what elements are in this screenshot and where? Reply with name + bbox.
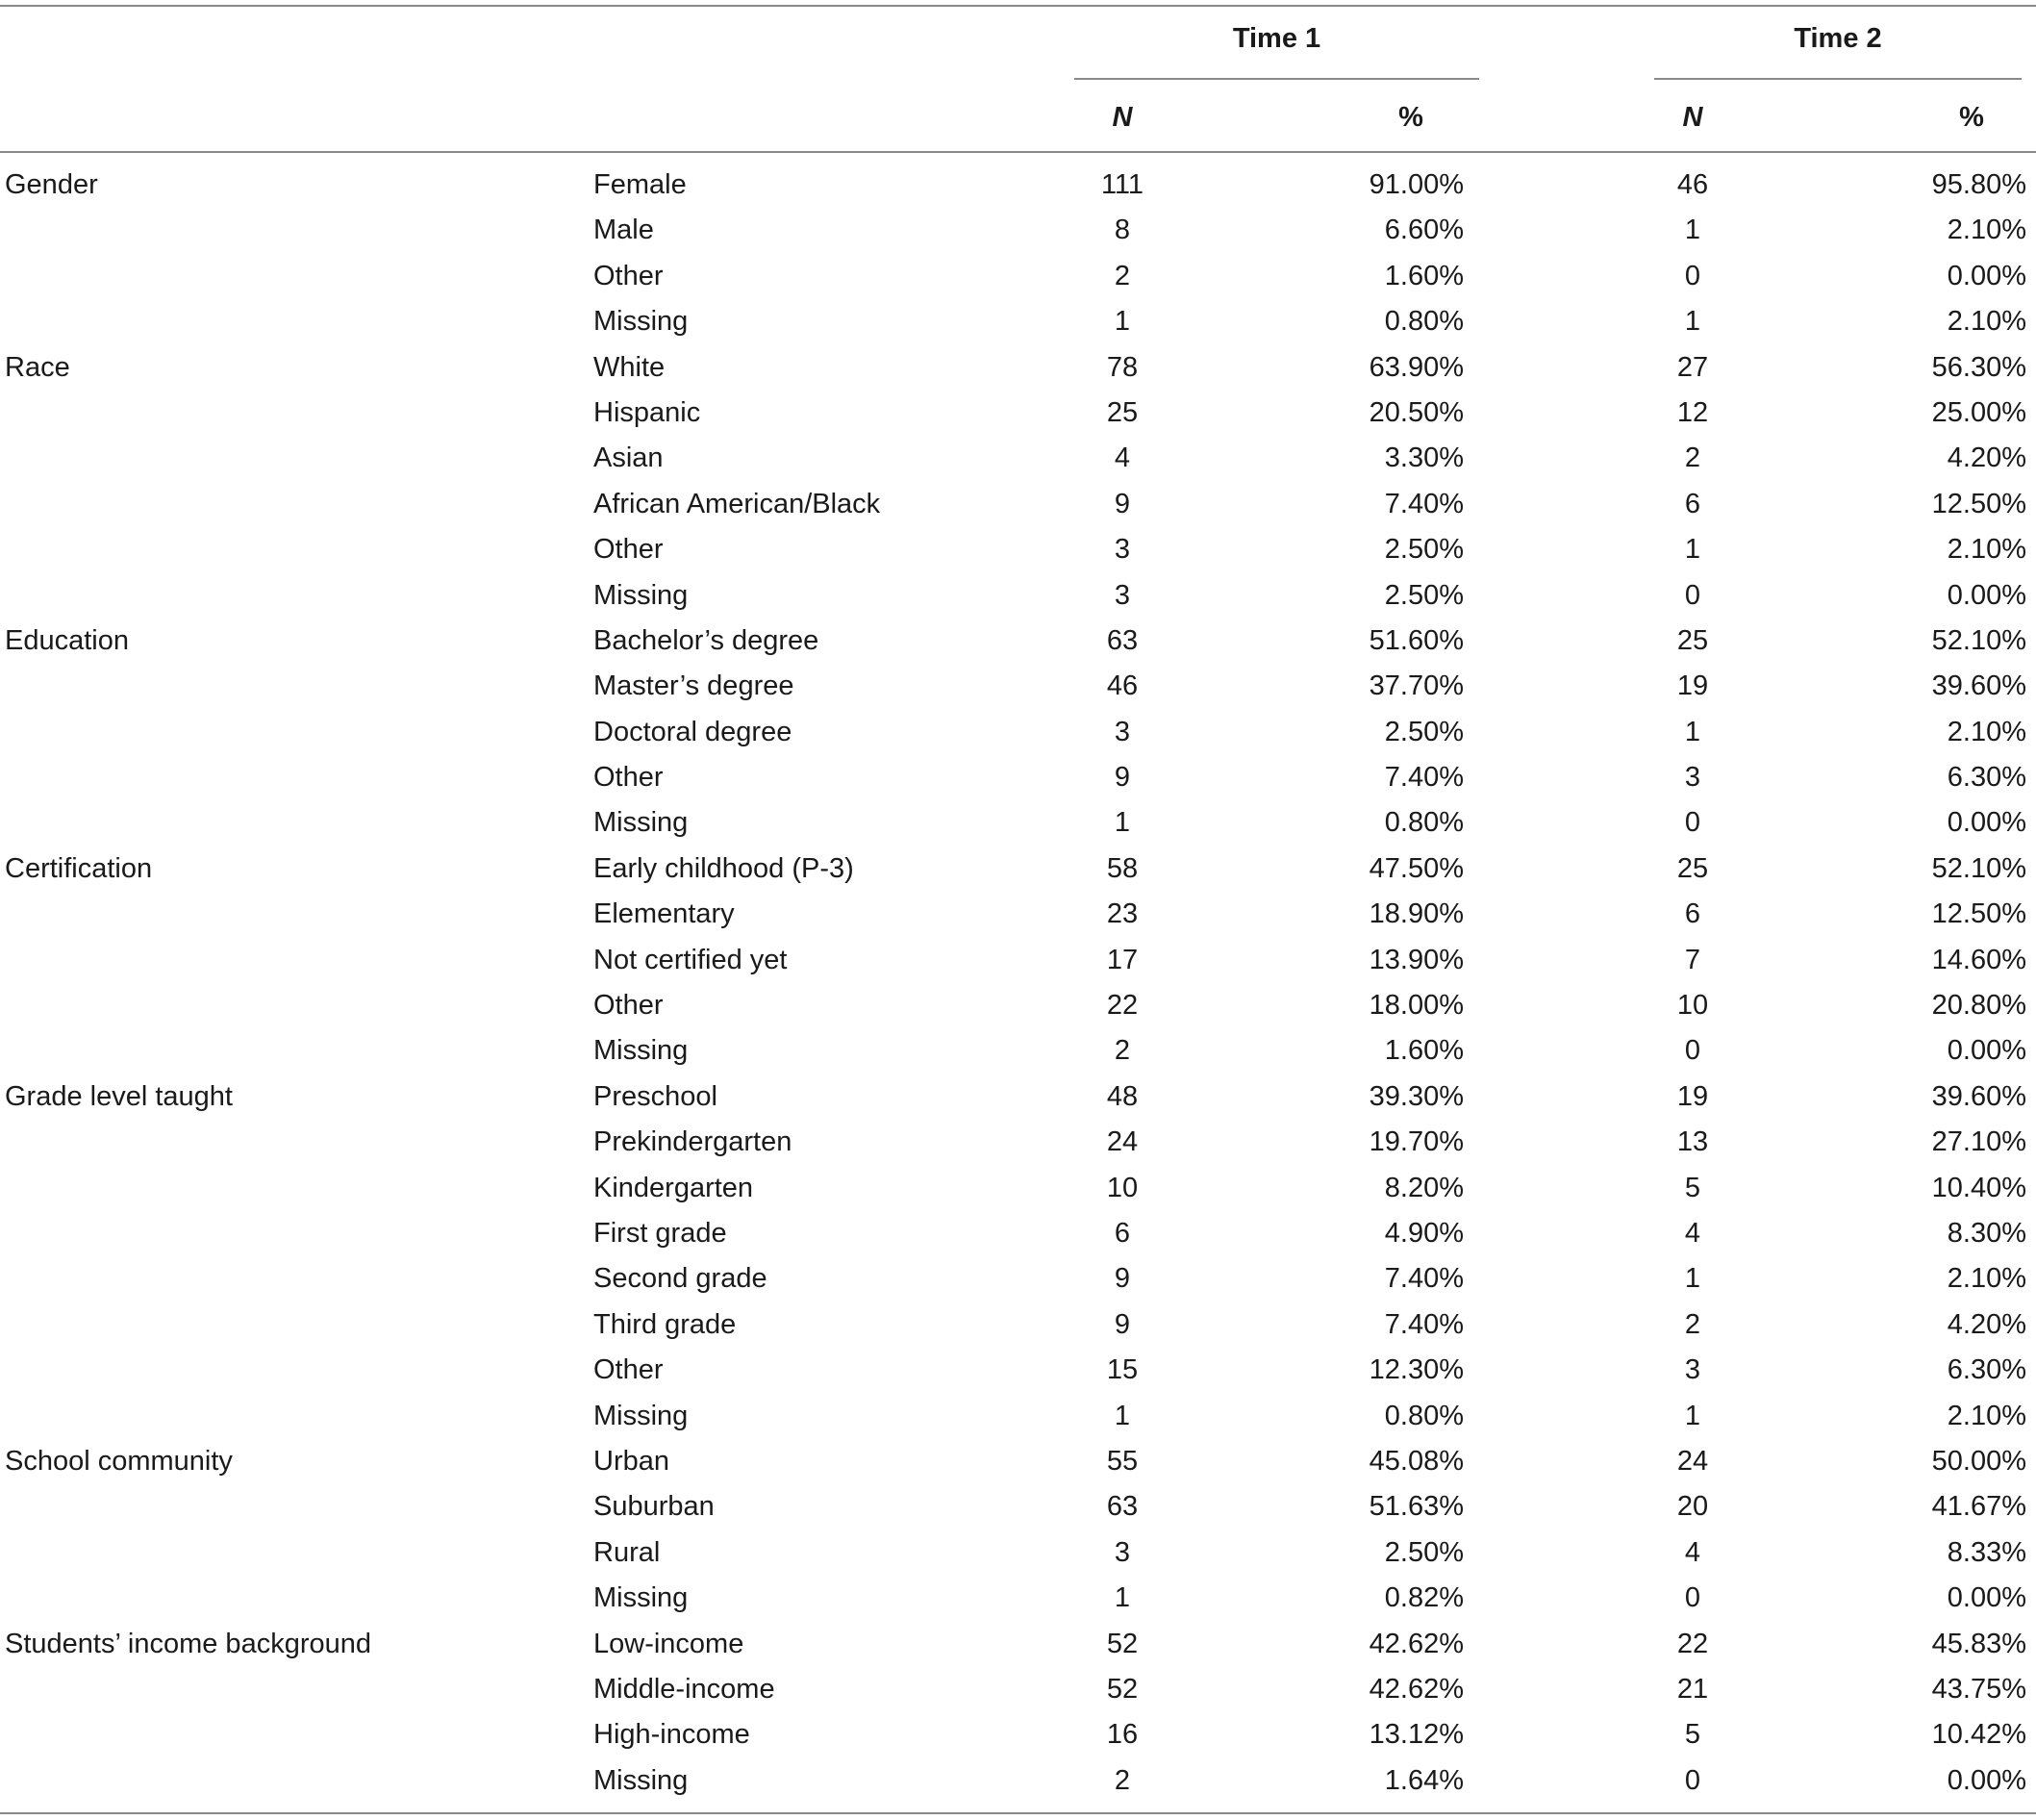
table-row — [0, 1533, 2036, 1579]
time1-percent-cell: 12.30% — [1369, 1354, 1464, 1386]
time1-percent-cell: 7.40% — [1384, 762, 1464, 794]
subcategory-cell: Elementary — [593, 898, 735, 930]
subcategory-cell: Hispanic — [593, 396, 701, 428]
time2-n-cell: 2 — [1684, 1308, 1701, 1340]
table-row — [0, 1305, 2036, 1351]
table-row — [0, 621, 2036, 667]
table-row — [0, 895, 2036, 940]
time2-percent-cell: 0.00% — [1947, 1582, 2026, 1614]
table-body — [0, 165, 2036, 1807]
table-row — [0, 1397, 2036, 1442]
time2-percent-cell: 0.00% — [1947, 1764, 2026, 1796]
time1-n-cell: 3 — [1114, 579, 1131, 611]
table-row — [0, 165, 2036, 211]
table-row — [0, 302, 2036, 347]
time1-percent-cell: 13.90% — [1369, 944, 1464, 975]
time1-percent-cell: 45.08% — [1369, 1445, 1464, 1477]
time1-n-cell: 1 — [1114, 1582, 1131, 1614]
subcategory-cell: Other — [593, 762, 664, 794]
time2-percent-cell: 6.30% — [1947, 762, 2026, 794]
subcategory-cell: African American/Black — [593, 488, 881, 519]
table-row — [0, 1123, 2036, 1168]
time2-n-cell: 25 — [1676, 624, 1709, 656]
subcategory-cell: Bachelor’s degree — [593, 624, 819, 656]
category-cell: Education — [5, 624, 129, 656]
time1-percent-cell: 0.80% — [1384, 807, 1464, 839]
time1-n-cell: 17 — [1106, 944, 1139, 975]
time2-percent-cell: 10.42% — [1931, 1719, 2026, 1751]
time2-percent-cell: 20.80% — [1931, 990, 2026, 1022]
table-row — [0, 1077, 2036, 1123]
time1-n-cell: 52 — [1106, 1628, 1139, 1659]
time2-percent-cell: 43.75% — [1931, 1673, 2026, 1705]
header-pct-time2: % — [1959, 102, 1984, 133]
subcategory-cell: Other — [593, 990, 664, 1022]
time1-percent-cell: 2.50% — [1384, 579, 1464, 611]
time1-n-cell: 9 — [1114, 762, 1131, 794]
time2-percent-cell: 8.33% — [1947, 1536, 2026, 1568]
time2-percent-cell: 50.00% — [1931, 1445, 2026, 1477]
table-row — [0, 1351, 2036, 1396]
time1-n-cell: 9 — [1114, 1263, 1131, 1295]
time2-n-cell: 0 — [1684, 260, 1701, 291]
time1-n-cell: 9 — [1114, 488, 1131, 519]
time2-n-cell: 3 — [1684, 762, 1701, 794]
time2-percent-cell: 2.10% — [1947, 215, 2026, 246]
time2-percent-cell: 4.20% — [1947, 442, 2026, 474]
time2-n-cell: 25 — [1676, 852, 1709, 884]
subcategory-cell: Missing — [593, 579, 689, 611]
time2-n-cell: 0 — [1684, 1764, 1701, 1796]
time1-n-cell: 48 — [1106, 1080, 1139, 1112]
table-row — [0, 986, 2036, 1031]
time2-n-cell: 22 — [1676, 1628, 1709, 1659]
category-cell: Gender — [5, 169, 98, 200]
subcategory-cell: Other — [593, 1354, 664, 1386]
time2-percent-cell: 0.00% — [1947, 1035, 2026, 1067]
time2-n-cell: 6 — [1684, 898, 1701, 930]
time2-n-cell: 21 — [1676, 1673, 1709, 1705]
subcategory-cell: Asian — [593, 442, 664, 474]
time2-percent-cell: 52.10% — [1931, 852, 2026, 884]
time2-percent-cell: 25.00% — [1931, 396, 2026, 428]
time2-n-cell: 0 — [1684, 807, 1701, 839]
category-cell: Students’ income background — [5, 1628, 371, 1659]
table-row — [0, 1670, 2036, 1715]
time1-percent-cell: 0.80% — [1384, 1400, 1464, 1431]
time1-span-rule — [1074, 78, 1479, 80]
time2-percent-cell: 2.10% — [1947, 1400, 2026, 1431]
time1-n-cell: 24 — [1106, 1126, 1139, 1158]
time2-n-cell: 7 — [1684, 944, 1701, 975]
time1-percent-cell: 39.30% — [1369, 1080, 1464, 1112]
time1-n-cell: 1 — [1114, 1400, 1131, 1431]
time1-n-cell: 3 — [1114, 1536, 1131, 1568]
time1-n-cell: 15 — [1106, 1354, 1139, 1386]
subcategory-cell: Female — [593, 169, 687, 200]
time2-percent-cell: 52.10% — [1931, 624, 2026, 656]
subcategory-cell: Male — [593, 215, 654, 246]
time2-n-cell: 1 — [1684, 534, 1701, 566]
subcategory-cell: Middle-income — [593, 1673, 775, 1705]
time2-n-cell: 27 — [1676, 351, 1709, 383]
time1-n-cell: 10 — [1106, 1172, 1139, 1203]
time2-n-cell: 5 — [1684, 1719, 1701, 1751]
time2-n-cell: 20 — [1676, 1491, 1709, 1523]
time2-percent-cell: 45.83% — [1931, 1628, 2026, 1659]
header-bottom-rule — [0, 151, 2036, 153]
time1-percent-cell: 37.70% — [1369, 670, 1464, 702]
table-row — [0, 576, 2036, 621]
time1-n-cell: 4 — [1114, 442, 1131, 474]
subcategory-cell: Suburban — [593, 1491, 715, 1523]
time2-n-cell: 19 — [1676, 670, 1709, 702]
time1-percent-cell: 8.20% — [1384, 1172, 1464, 1203]
time1-n-cell: 8 — [1114, 215, 1131, 246]
time1-n-cell: 52 — [1106, 1673, 1139, 1705]
subcategory-cell: Missing — [593, 306, 689, 338]
time2-n-cell: 2 — [1684, 442, 1701, 474]
table-row — [0, 713, 2036, 758]
subcategory-cell: Rural — [593, 1536, 661, 1568]
time2-n-cell: 1 — [1684, 716, 1701, 747]
time2-n-cell: 12 — [1676, 396, 1709, 428]
time2-n-cell: 0 — [1684, 1035, 1701, 1067]
time1-n-cell: 1 — [1114, 807, 1131, 839]
time1-n-cell: 6 — [1114, 1217, 1131, 1249]
table-row — [0, 1487, 2036, 1532]
time2-n-cell: 1 — [1684, 1400, 1701, 1431]
time2-percent-cell: 2.10% — [1947, 1263, 2026, 1295]
subcategory-cell: Missing — [593, 1400, 689, 1431]
table-row — [0, 348, 2036, 393]
time2-n-cell: 4 — [1684, 1217, 1701, 1249]
time2-percent-cell: 56.30% — [1931, 351, 2026, 383]
header-n-time2: N — [1682, 102, 1703, 133]
table-row — [0, 393, 2036, 439]
table-row — [0, 1761, 2036, 1807]
time1-n-cell: 3 — [1114, 716, 1131, 747]
subcategory-cell: Not certified yet — [593, 944, 788, 975]
time2-n-cell: 13 — [1676, 1126, 1709, 1158]
time2-percent-cell: 2.10% — [1947, 306, 2026, 338]
category-cell: School community — [5, 1445, 233, 1477]
subcategory-cell: Low-income — [593, 1628, 744, 1659]
table-row — [0, 803, 2036, 848]
time1-percent-cell: 18.00% — [1369, 990, 1464, 1022]
time2-percent-cell: 2.10% — [1947, 716, 2026, 747]
time1-n-cell: 2 — [1114, 260, 1131, 291]
time2-percent-cell: 95.80% — [1931, 169, 2026, 200]
time1-percent-cell: 1.60% — [1384, 260, 1464, 291]
subcategory-cell: Kindergarten — [593, 1172, 754, 1203]
header-time2: Time 2 — [1794, 23, 1882, 54]
table-row — [0, 1715, 2036, 1760]
time2-n-cell: 3 — [1684, 1354, 1701, 1386]
time2-n-cell: 46 — [1676, 169, 1709, 200]
time2-percent-cell: 4.20% — [1947, 1308, 2026, 1340]
time1-n-cell: 58 — [1106, 852, 1139, 884]
category-cell: Race — [5, 351, 70, 383]
time1-n-cell: 111 — [1100, 169, 1144, 200]
time1-percent-cell: 18.90% — [1369, 898, 1464, 930]
subcategory-cell: Missing — [593, 1764, 689, 1796]
category-cell: Grade level taught — [5, 1080, 233, 1112]
table-row — [0, 485, 2036, 530]
time1-percent-cell: 7.40% — [1384, 488, 1464, 519]
header-pct-time1: % — [1398, 102, 1423, 133]
time2-percent-cell: 0.00% — [1947, 579, 2026, 611]
time1-n-cell: 78 — [1106, 351, 1139, 383]
time2-n-cell: 0 — [1684, 579, 1701, 611]
subcategory-cell: Missing — [593, 807, 689, 839]
time1-n-cell: 2 — [1114, 1764, 1131, 1796]
time1-n-cell: 9 — [1114, 1308, 1131, 1340]
time1-percent-cell: 13.12% — [1369, 1719, 1464, 1751]
table-row — [0, 1169, 2036, 1214]
time1-n-cell: 63 — [1106, 624, 1139, 656]
time2-percent-cell: 41.67% — [1931, 1491, 2026, 1523]
time1-percent-cell: 6.60% — [1384, 215, 1464, 246]
subcategory-cell: Doctoral degree — [593, 716, 792, 747]
time1-n-cell: 23 — [1106, 898, 1139, 930]
time2-n-cell: 10 — [1676, 990, 1709, 1022]
subcategory-cell: Missing — [593, 1582, 689, 1614]
time2-percent-cell: 10.40% — [1931, 1172, 2026, 1203]
table-bottom-rule — [0, 1812, 2036, 1814]
time2-n-cell: 19 — [1676, 1080, 1709, 1112]
time2-percent-cell: 14.60% — [1931, 944, 2026, 975]
table-row — [0, 211, 2036, 256]
time1-n-cell: 63 — [1106, 1491, 1139, 1523]
time2-percent-cell: 27.10% — [1931, 1126, 2026, 1158]
time2-percent-cell: 0.00% — [1947, 807, 2026, 839]
table-row — [0, 439, 2036, 484]
time1-percent-cell: 42.62% — [1369, 1673, 1464, 1705]
subcategory-cell: Prekindergarten — [593, 1126, 792, 1158]
time1-percent-cell: 51.60% — [1369, 624, 1464, 656]
subcategory-cell: Third grade — [593, 1308, 737, 1340]
time1-percent-cell: 1.60% — [1384, 1035, 1464, 1067]
table-row — [0, 1031, 2036, 1076]
time2-percent-cell: 0.00% — [1947, 260, 2026, 291]
table-row — [0, 1625, 2036, 1670]
time1-percent-cell: 51.63% — [1369, 1491, 1464, 1523]
time2-percent-cell: 12.50% — [1931, 488, 2026, 519]
time1-percent-cell: 2.50% — [1384, 716, 1464, 747]
table-row — [0, 1579, 2036, 1624]
time2-percent-cell: 12.50% — [1931, 898, 2026, 930]
time1-percent-cell: 91.00% — [1369, 169, 1464, 200]
time1-n-cell: 55 — [1106, 1445, 1139, 1477]
time2-n-cell: 1 — [1684, 1263, 1701, 1295]
table-row — [0, 257, 2036, 302]
time2-percent-cell: 6.30% — [1947, 1354, 2026, 1386]
subcategory-cell: Other — [593, 534, 664, 566]
subcategory-cell: Urban — [593, 1445, 669, 1477]
time1-percent-cell: 3.30% — [1384, 442, 1464, 474]
time1-percent-cell: 1.64% — [1384, 1764, 1464, 1796]
time2-n-cell: 0 — [1684, 1582, 1701, 1614]
header-n-time1: N — [1112, 102, 1133, 133]
time2-n-cell: 24 — [1676, 1445, 1709, 1477]
time1-percent-cell: 47.50% — [1369, 852, 1464, 884]
time1-n-cell: 25 — [1106, 396, 1139, 428]
time2-n-cell: 1 — [1684, 215, 1701, 246]
time2-percent-cell: 39.60% — [1931, 1080, 2026, 1112]
subcategory-cell: Preschool — [593, 1080, 717, 1112]
time1-percent-cell: 0.80% — [1384, 306, 1464, 338]
category-cell: Certification — [5, 852, 153, 884]
time2-percent-cell: 8.30% — [1947, 1217, 2026, 1249]
time1-n-cell: 3 — [1114, 534, 1131, 566]
table-row — [0, 849, 2036, 895]
subcategory-cell: Early childhood (P-3) — [593, 852, 854, 884]
time1-percent-cell: 4.90% — [1384, 1217, 1464, 1249]
time2-span-rule — [1654, 78, 2022, 80]
table-row — [0, 667, 2036, 712]
time2-n-cell: 6 — [1684, 488, 1701, 519]
time2-n-cell: 5 — [1684, 1172, 1701, 1203]
time1-n-cell: 1 — [1114, 306, 1131, 338]
time1-percent-cell: 19.70% — [1369, 1126, 1464, 1158]
time1-percent-cell: 63.90% — [1369, 351, 1464, 383]
table-row — [0, 530, 2036, 575]
time2-n-cell: 1 — [1684, 306, 1701, 338]
time1-percent-cell: 7.40% — [1384, 1263, 1464, 1295]
time2-percent-cell: 39.60% — [1931, 670, 2026, 702]
time1-n-cell: 2 — [1114, 1035, 1131, 1067]
time1-percent-cell: 2.50% — [1384, 534, 1464, 566]
time2-n-cell: 4 — [1684, 1536, 1701, 1568]
table-row — [0, 941, 2036, 986]
time1-percent-cell: 0.82% — [1384, 1582, 1464, 1614]
time2-percent-cell: 2.10% — [1947, 534, 2026, 566]
table-row — [0, 758, 2036, 803]
subcategory-cell: Second grade — [593, 1263, 767, 1295]
header-time1: Time 1 — [1232, 23, 1321, 54]
subcategory-cell: First grade — [593, 1217, 727, 1249]
time1-n-cell: 22 — [1106, 990, 1139, 1022]
time1-percent-cell: 2.50% — [1384, 1536, 1464, 1568]
time1-n-cell: 16 — [1106, 1719, 1139, 1751]
subcategory-cell: Missing — [593, 1035, 689, 1067]
table-row — [0, 1214, 2036, 1259]
table-top-rule — [0, 5, 2036, 7]
subcategory-cell: High-income — [593, 1719, 750, 1751]
subcategory-cell: White — [593, 351, 666, 383]
table-row — [0, 1442, 2036, 1487]
time1-percent-cell: 7.40% — [1384, 1308, 1464, 1340]
subcategory-cell: Other — [593, 260, 664, 291]
time1-percent-cell: 20.50% — [1369, 396, 1464, 428]
time1-n-cell: 46 — [1106, 670, 1139, 702]
subcategory-cell: Master’s degree — [593, 670, 794, 702]
time1-percent-cell: 42.62% — [1369, 1628, 1464, 1659]
table-row — [0, 1259, 2036, 1304]
